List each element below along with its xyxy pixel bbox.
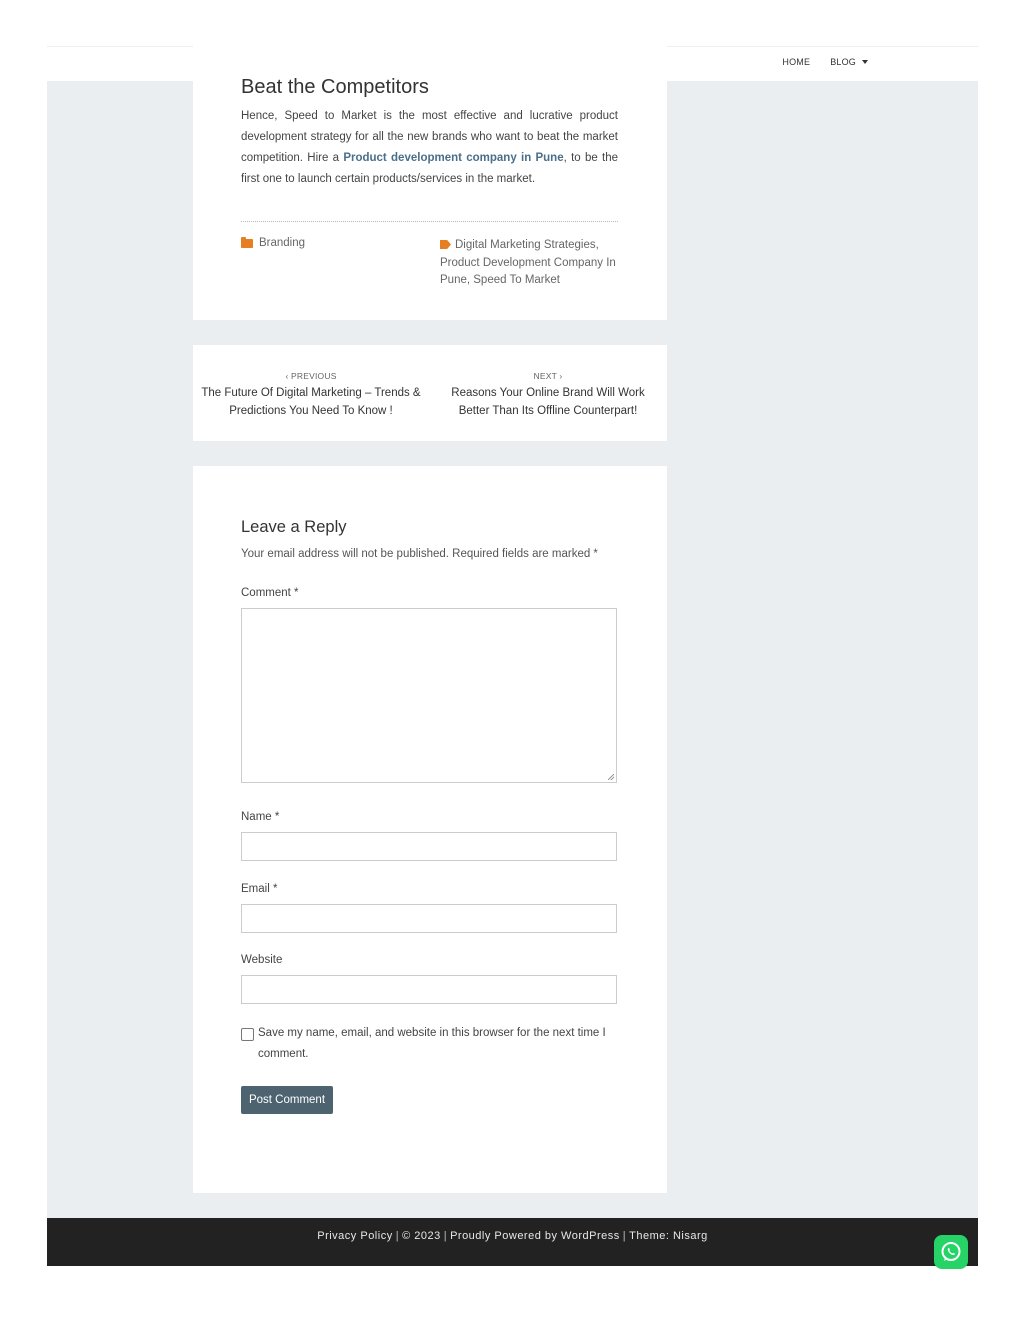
nav-home[interactable]	[782, 57, 810, 67]
previous-post-title[interactable]: The Future Of Digital Marketing – Trends & Predictions You Need To Know !	[201, 387, 421, 417]
website-label: Website	[241, 954, 283, 966]
tag-link[interactable]: Product Development Company In Pune	[440, 256, 616, 286]
category-links	[241, 237, 305, 249]
tag-links: Digital Marketing Strategies, Product Development Company In Pune, Speed To Market	[440, 239, 616, 286]
comment-form-card	[193, 466, 667, 1193]
caret-down-icon	[862, 60, 868, 64]
save-info-checkbox[interactable]	[241, 1028, 254, 1041]
site-footer	[47, 1218, 978, 1266]
previous-label: ‹ PREVIOUS	[285, 371, 337, 381]
email-field[interactable]	[241, 904, 617, 933]
folder-open-icon	[241, 239, 253, 248]
article-card	[193, 46, 667, 320]
tag-link[interactable]: Digital Marketing Strategies	[455, 239, 596, 251]
copyright-text: © 2023	[402, 1230, 441, 1242]
nav-blog[interactable]	[830, 57, 868, 67]
post-navigation	[193, 345, 667, 441]
previous-post-link[interactable]	[201, 371, 421, 420]
save-info-label: Save my name, email, and website in this browser for the next time I comment.	[258, 1027, 606, 1060]
required-fields-note: Your email address will not be published. Required fields are marked *	[241, 548, 598, 560]
website-field[interactable]	[241, 975, 617, 1004]
article-text-before: Hence, Speed to Market is the most effective and lucrative product development strategy for all the new brands who want to beat the market competition. Hire a	[241, 110, 618, 164]
article-heading: Beat the Competitors	[241, 76, 429, 98]
tags-icon	[440, 240, 451, 249]
privacy-policy-link[interactable]: Privacy Policy	[317, 1230, 393, 1242]
reply-title: Leave a Reply	[241, 518, 347, 536]
tag-link[interactable]: Speed To Market	[473, 274, 560, 286]
email-label: Email *	[241, 883, 278, 895]
nav-blog-label: BLOG	[830, 57, 856, 67]
product-development-link[interactable]: Product development company in Pune	[343, 152, 564, 164]
whatsapp-chat-button[interactable]	[934, 1235, 968, 1269]
article-text-after: , to be the first one to launch certain products/services in the market.	[241, 152, 618, 185]
post-comment-button[interactable]: Post Comment	[241, 1086, 333, 1114]
wordpress-link[interactable]: Proudly Powered by WordPress	[450, 1230, 620, 1242]
comment-textarea[interactable]	[241, 608, 617, 783]
next-label: NEXT ›	[533, 371, 563, 381]
next-post-title[interactable]: Reasons Your Online Brand Will Work Better Than Its Offline Counterpart!	[451, 387, 645, 417]
comment-label: Comment *	[241, 587, 299, 599]
save-info-row	[241, 1026, 617, 1065]
article-paragraph	[241, 106, 618, 190]
next-post-link[interactable]	[438, 371, 658, 420]
footer-credits: Privacy Policy | © 2023 | Proudly Powered by WordPress | Theme: Nisarg	[317, 1230, 708, 1242]
whatsapp-icon	[939, 1240, 963, 1264]
name-field[interactable]	[241, 832, 617, 861]
nav-home-label: HOME	[782, 57, 811, 67]
name-label: Name *	[241, 811, 280, 823]
resize-handle-icon[interactable]	[608, 774, 614, 780]
main-nav	[782, 57, 868, 67]
entry-footer-divider	[241, 221, 618, 222]
category-link-branding[interactable]: Branding	[259, 237, 306, 249]
theme-link[interactable]: Theme: Nisarg	[629, 1230, 708, 1242]
